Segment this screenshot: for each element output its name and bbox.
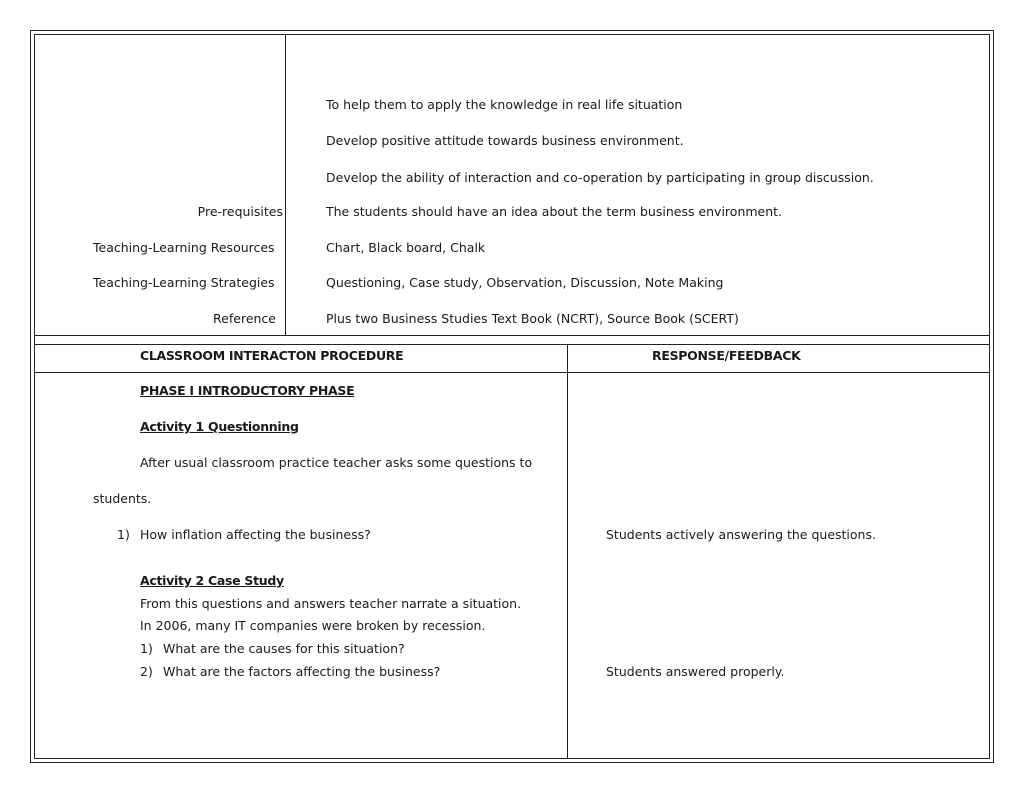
activity2-title: Activity 2 Case Study <box>140 573 284 588</box>
activity1-question: How inflation affecting the business? <box>140 527 371 542</box>
reference-value: Plus two Business Studies Text Book (NCRT), Source Book (SCERT) <box>326 311 739 326</box>
activity2-q2-number: 2) <box>140 664 153 679</box>
objective-1: To help them to apply the knowledge in real life situation <box>326 97 683 112</box>
prerequisites-label: Pre-requisites <box>197 204 283 219</box>
activity2-q1-number: 1) <box>140 641 153 656</box>
response-header: RESPONSE/FEEDBACK <box>652 348 801 363</box>
resources-value: Chart, Black board, Chalk <box>326 240 486 255</box>
reference-label: Reference <box>213 311 276 326</box>
table-column-divider <box>567 345 568 759</box>
objective-2: Develop positive attitude towards business environment. <box>326 133 684 148</box>
phase-title: PHASE I INTRODUCTORY PHASE <box>140 383 355 398</box>
activity2-response: Students answered properly. <box>606 664 785 679</box>
activity1-intro-line2: students. <box>93 491 152 506</box>
activity2-line2: In 2006, many IT companies were broken by recession. <box>140 618 486 633</box>
strategies-label: Teaching-Learning Strategies <box>93 275 275 290</box>
activity2-q1: What are the causes for this situation? <box>163 641 405 656</box>
section-separator-2 <box>35 344 990 345</box>
prerequisites-value: The students should have an idea about the term business environment. <box>326 204 783 219</box>
activity2-line1: From this questions and answers teacher narrate a situation. <box>140 596 522 611</box>
activity1-question-number: 1) <box>117 527 130 542</box>
top-section-divider <box>285 35 286 335</box>
table-header-bottom <box>35 372 990 373</box>
activity1-title: Activity 1 Questionning <box>140 419 299 434</box>
procedure-header: CLASSROOM INTERACTON PROCEDURE <box>140 348 404 363</box>
activity1-intro-line1: After usual classroom practice teacher asks some questions to <box>140 455 533 470</box>
objective-3: Develop the ability of interaction and co-operation by participating in group discussion. <box>326 170 874 185</box>
strategies-value: Questioning, Case study, Observation, Discussion, Note Making <box>326 275 724 290</box>
resources-label: Teaching-Learning Resources <box>93 240 275 255</box>
activity1-response: Students actively answering the questions. <box>606 527 876 542</box>
section-separator-1 <box>35 335 990 336</box>
activity2-q2: What are the factors affecting the business? <box>163 664 441 679</box>
